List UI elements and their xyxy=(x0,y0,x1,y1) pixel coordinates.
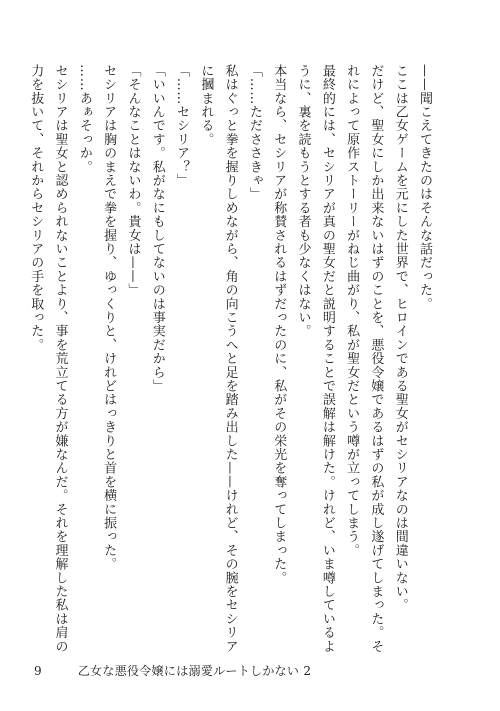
text-line-11: 「……セシリア？」 xyxy=(174,64,190,188)
text-line-12: 「いいんです。私がなにもしてないのは事実だから」 xyxy=(149,64,165,393)
text-line-3: だけど、聖女にしか出来ないはずのことを、悪役令嬢であるはずの私が成し遂げてしまった。そ xyxy=(368,64,384,654)
text-line-7: 本当なら、セシリアが称賛されるはずだったのに、私がその栄光を奪ってしまった。 xyxy=(271,64,287,585)
book-title: 乙女な悪役令嬢には溺愛ルートしかない 2 xyxy=(77,664,312,678)
text-line-6: うに、裏を読もうとする者も少なくはない。 xyxy=(295,64,311,338)
page-footer xyxy=(34,662,311,679)
text-line-13: 「そんなことはないわ。貴女は——」 xyxy=(125,64,141,297)
text-line-17: 力を抜いて、それからセシリアの手を取った。 xyxy=(28,64,44,352)
page-number: 9 xyxy=(34,664,42,678)
vertical-text-body xyxy=(23,64,436,654)
text-line-4: れによって原作ストーリーがねじ曲がり、私が聖女だという噂が立ってしまう。 xyxy=(344,64,360,558)
text-line-8: 「……ただささきゃ」 xyxy=(246,64,262,201)
text-line-15: ……あぁそっか。 xyxy=(76,64,92,174)
text-line-2: ここは乙女ゲームを元にした世界で、ヒロインである聖女がセシリアなのは間違いない。 xyxy=(392,64,408,612)
text-line-14: セシリアは胸のまえで拳を握り、ゆっくりと、けれどはっきりと首を横に振った。 xyxy=(101,64,117,571)
text-line-1: ——聞こえてきたのはそんな話だった。 xyxy=(417,64,432,311)
text-line-16: セシリアは聖女と認められないことより、事を荒立てる方が嫌なんだ。それを理解した私は肩の xyxy=(52,64,68,654)
text-line-10: に摑まれる。 xyxy=(198,64,214,147)
text-line-9: 私はぐっと拳を握りしめながら、角の向こうへと足を踏み出した——けれど、その腕をセシリア xyxy=(222,64,238,654)
text-line-5: 最終的には、セシリアが真の聖女だと説明することで誤解は解けた。けれど、いま噂しているよ xyxy=(319,64,335,654)
